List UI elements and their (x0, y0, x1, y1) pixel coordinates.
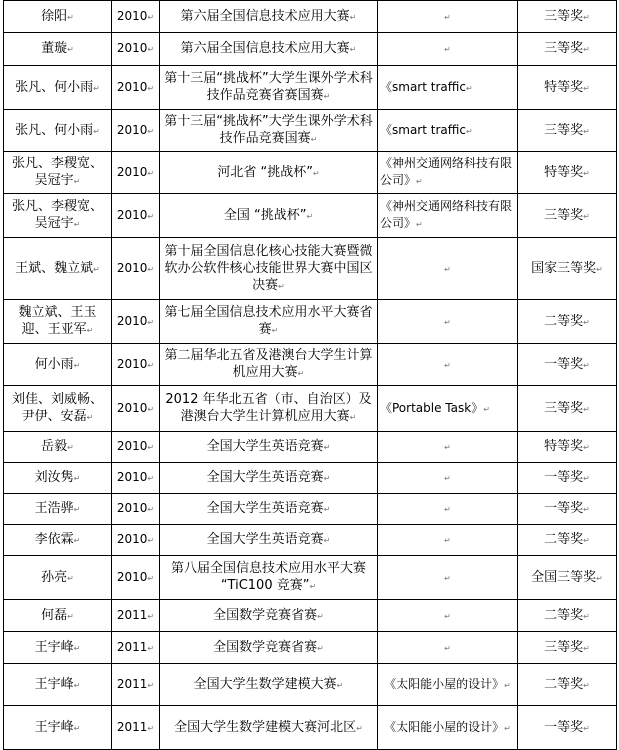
table-row (4, 33, 617, 66)
competition-cell-text: 第六届全国信息技术应用大赛 (180, 41, 350, 56)
table-row (4, 194, 617, 238)
paragraph-mark-icon: ↵ (93, 126, 100, 136)
paragraph-mark-icon: ↵ (147, 611, 155, 621)
paragraph-mark-icon: ↵ (278, 281, 285, 291)
competition-cell-text: 全国数学竞赛省赛 (213, 607, 318, 623)
paragraph-mark-icon: ↵ (583, 536, 590, 545)
year-cell-text: 2010 (116, 8, 148, 23)
year-cell-text: 2010 (116, 164, 148, 179)
paragraph-mark-icon: ↵ (349, 12, 357, 22)
name-cell-text: 王宇峰 (34, 719, 74, 735)
year-cell-text: 2010 (116, 569, 148, 584)
paragraph-mark-icon: ↵ (147, 83, 155, 93)
paragraph-mark-icon: ↵ (147, 536, 155, 545)
paragraph-mark-icon: ↵ (444, 536, 451, 545)
name-cell-text: 魏立斌、王玉迎、王亚军 (18, 305, 97, 337)
name-cell-text: 张凡、何小雨 (15, 122, 94, 138)
paragraph-mark-icon: ↵ (323, 443, 331, 452)
paragraph-mark-icon: ↵ (147, 168, 155, 178)
award-cell (518, 152, 617, 194)
table-row (4, 556, 617, 600)
name-cell (4, 344, 112, 386)
competition-cell (160, 1, 378, 33)
work-cell (378, 66, 518, 110)
work-cell (378, 664, 518, 706)
name-cell-text: 王斌、魏立斌 (15, 260, 94, 276)
paragraph-mark-icon: ↵ (309, 582, 317, 591)
year-cell-text: 2010 (116, 207, 148, 222)
year-cell-text: 2010 (116, 439, 148, 453)
award-cell-text: 二等奖 (544, 532, 584, 547)
competition-cell-text: 全国大学生英语竞赛 (206, 439, 324, 454)
competition-cell (160, 600, 378, 632)
paragraph-mark-icon: ↵ (444, 360, 451, 370)
work-cell-text: 《太阳能小屋的设计》 (384, 676, 505, 691)
paragraph-mark-icon: ↵ (73, 177, 81, 186)
work-cell (378, 494, 518, 525)
competition-cell (160, 494, 378, 525)
table-row (4, 238, 617, 300)
paragraph-mark-icon: ↵ (86, 413, 94, 422)
paragraph-mark-icon: ↵ (73, 536, 81, 545)
year-cell (112, 194, 160, 238)
competition-cell (160, 66, 378, 110)
paragraph-mark-icon: ↵ (444, 573, 451, 583)
competition-cell-text: 全国 “挑战杯” (223, 207, 307, 223)
award-cell-text: 三等奖 (544, 207, 584, 223)
paragraph-mark-icon: ↵ (317, 643, 324, 653)
paragraph-mark-icon: ↵ (444, 611, 451, 621)
paragraph-mark-icon: ↵ (93, 83, 100, 93)
paragraph-mark-icon: ↵ (483, 404, 490, 414)
name-cell (4, 238, 112, 300)
paragraph-mark-icon: ↵ (583, 126, 590, 136)
paragraph-mark-icon: ↵ (596, 573, 603, 583)
year-cell (112, 66, 160, 110)
year-cell-text: 2010 (116, 260, 148, 275)
competition-cell-text: 第八届全国信息技术应用水平大赛 “TiC100 竞赛” (170, 561, 366, 593)
table-row (4, 664, 617, 706)
name-cell-text: 王浩骅 (34, 501, 74, 516)
paragraph-mark-icon: ↵ (310, 135, 318, 144)
paragraph-mark-icon: ↵ (583, 317, 590, 327)
paragraph-mark-icon: ↵ (416, 220, 423, 229)
year-cell (112, 110, 160, 152)
work-cell (378, 463, 518, 494)
table-row (4, 152, 617, 194)
paragraph-mark-icon: ↵ (583, 443, 590, 452)
award-cell-text: 特等奖 (544, 79, 584, 95)
year-cell (112, 386, 160, 432)
paragraph-mark-icon: ↵ (583, 83, 590, 93)
paragraph-mark-icon: ↵ (147, 573, 155, 583)
year-cell (112, 632, 160, 664)
award-cell-text: 特等奖 (544, 164, 584, 180)
paragraph-mark-icon: ↵ (349, 413, 357, 422)
award-cell-text: 三等奖 (544, 122, 584, 138)
paragraph-mark-icon: ↵ (147, 474, 155, 483)
work-cell (378, 238, 518, 300)
year-cell-text: 2011 (116, 676, 148, 691)
name-cell (4, 110, 112, 152)
work-cell (378, 300, 518, 344)
table-row (4, 632, 617, 664)
paragraph-mark-icon: ↵ (67, 443, 74, 452)
paragraph-mark-icon: ↵ (73, 723, 81, 733)
paragraph-mark-icon: ↵ (583, 12, 590, 22)
paragraph-mark-icon: ↵ (147, 443, 155, 452)
award-cell-text: 国家三等奖 (531, 260, 597, 276)
year-cell-text: 2010 (116, 532, 148, 546)
competition-cell (160, 33, 378, 66)
award-cell (518, 432, 617, 463)
table-row (4, 1, 617, 33)
competition-cell-text: 第十三届“挑战杯”大学生课外学术科技作品竞赛省赛国赛 (164, 71, 373, 103)
paragraph-mark-icon: ↵ (147, 505, 155, 514)
paragraph-mark-icon: ↵ (323, 505, 331, 514)
year-cell-text: 2010 (116, 122, 148, 137)
name-cell (4, 463, 112, 494)
paragraph-mark-icon: ↵ (583, 680, 590, 690)
paragraph-mark-icon: ↵ (583, 611, 590, 621)
competition-cell-text: 全国大学生英语竞赛 (206, 501, 324, 516)
paragraph-mark-icon: ↵ (271, 326, 279, 335)
paragraph-mark-icon: ↵ (67, 45, 74, 54)
award-cell (518, 344, 617, 386)
paragraph-mark-icon: ↵ (416, 177, 423, 186)
award-cell (518, 386, 617, 432)
year-cell (112, 706, 160, 750)
award-cell (518, 632, 617, 664)
paragraph-mark-icon: ↵ (147, 12, 155, 22)
paragraph-mark-icon: ↵ (147, 680, 155, 690)
table-row (4, 494, 617, 525)
work-cell (378, 600, 518, 632)
paragraph-mark-icon: ↵ (73, 474, 81, 483)
competition-cell (160, 194, 378, 238)
name-cell-text: 刘汝隽 (34, 470, 74, 485)
award-cell (518, 33, 617, 66)
year-cell (112, 664, 160, 706)
name-cell-text: 何磊 (41, 607, 68, 623)
competition-cell (160, 110, 378, 152)
award-cell (518, 110, 617, 152)
paragraph-mark-icon: ↵ (73, 360, 81, 370)
name-cell (4, 66, 112, 110)
year-cell (112, 300, 160, 344)
work-cell-text: 《神州交通网络科技有限公司》 (380, 199, 513, 230)
name-cell (4, 600, 112, 632)
table-row (4, 432, 617, 463)
paragraph-mark-icon: ↵ (297, 369, 305, 378)
paragraph-mark-icon: ↵ (147, 264, 155, 274)
award-cell (518, 66, 617, 110)
paragraph-mark-icon: ↵ (306, 211, 314, 221)
year-cell (112, 344, 160, 386)
paragraph-mark-icon: ↵ (73, 643, 81, 653)
table-row (4, 66, 617, 110)
paragraph-mark-icon: ↵ (147, 211, 155, 221)
work-cell (378, 706, 518, 750)
table-row (4, 344, 617, 386)
award-cell-text: 三等奖 (544, 8, 584, 24)
award-cell-text: 特等奖 (544, 439, 584, 454)
competition-cell-text: 第二届华北五省及港澳台大学生计算机应用大赛 (164, 348, 373, 380)
competition-cell-text: 全国大学生英语竞赛 (206, 532, 324, 547)
award-cell-text: 二等奖 (544, 676, 584, 692)
competition-cell-text: 全国数学竞赛省赛 (213, 639, 318, 655)
paragraph-mark-icon: ↵ (583, 643, 590, 653)
paragraph-mark-icon: ↵ (73, 220, 81, 229)
paragraph-mark-icon: ↵ (444, 443, 451, 452)
award-cell-text: 一等奖 (544, 470, 584, 485)
award-cell (518, 664, 617, 706)
competition-cell (160, 706, 378, 750)
award-cell-text: 三等奖 (544, 639, 584, 655)
name-cell-text: 张凡、何小雨 (15, 79, 94, 95)
work-cell (378, 110, 518, 152)
paragraph-mark-icon: ↵ (583, 168, 590, 178)
paragraph-mark-icon: ↵ (73, 680, 81, 690)
paragraph-mark-icon: ↵ (67, 611, 74, 621)
name-cell-text: 张凡、李稷宽、吴冠宇 (11, 199, 103, 231)
year-cell (112, 494, 160, 525)
paragraph-mark-icon: ↵ (312, 168, 320, 178)
year-cell-text: 2010 (116, 356, 148, 371)
paragraph-mark-icon: ↵ (444, 317, 451, 327)
competition-cell-text: 第十三届“挑战杯”大学生课外学术科技作品竞赛国赛 (164, 114, 373, 146)
award-cell (518, 706, 617, 750)
paragraph-mark-icon: ↵ (583, 723, 590, 733)
paragraph-mark-icon: ↵ (444, 45, 451, 54)
work-cell-text: 《smart traffic (380, 122, 466, 137)
awards-table (3, 0, 617, 750)
paragraph-mark-icon: ↵ (317, 611, 324, 621)
competition-cell-text: 第七届全国信息技术应用水平大赛省赛 (164, 305, 373, 337)
competition-cell-text: 2012 年华北五省（市、自治区）及港澳台大学生计算机应用大赛 (165, 392, 372, 424)
competition-cell-text: 全国大学生数学建模大赛河北区 (174, 719, 357, 735)
year-cell (112, 152, 160, 194)
name-cell-text: 孙亮 (41, 569, 68, 585)
name-cell (4, 386, 112, 432)
paragraph-mark-icon: ↵ (67, 573, 74, 583)
year-cell-text: 2010 (116, 79, 148, 94)
competition-cell-text: 全国大学生英语竞赛 (206, 470, 324, 485)
name-cell (4, 556, 112, 600)
name-cell-text: 何小雨 (34, 356, 74, 372)
award-cell (518, 463, 617, 494)
year-cell (112, 432, 160, 463)
work-cell-text: 《smart traffic (380, 79, 466, 94)
competition-cell (160, 238, 378, 300)
award-cell-text: 全国三等奖 (531, 569, 597, 585)
paragraph-mark-icon: ↵ (504, 723, 511, 733)
competition-cell (160, 463, 378, 494)
paragraph-mark-icon: ↵ (444, 12, 451, 22)
paragraph-mark-icon: ↵ (147, 643, 155, 653)
work-cell (378, 152, 518, 194)
paragraph-mark-icon: ↵ (349, 45, 357, 54)
year-cell (112, 556, 160, 600)
work-cell (378, 432, 518, 463)
work-cell (378, 1, 518, 33)
paragraph-mark-icon: ↵ (583, 211, 590, 221)
table-row (4, 463, 617, 494)
paragraph-mark-icon: ↵ (583, 404, 590, 414)
paragraph-mark-icon: ↵ (147, 723, 155, 733)
name-cell-text: 刘佳、刘威畅、尹伊、安磊 (11, 392, 103, 424)
name-cell (4, 33, 112, 66)
award-cell (518, 194, 617, 238)
name-cell-text: 张凡、李稷宽、吴冠宇 (11, 156, 103, 188)
name-cell-text: 岳毅 (41, 439, 68, 454)
name-cell (4, 525, 112, 556)
paragraph-mark-icon: ↵ (444, 264, 451, 274)
paragraph-mark-icon: ↵ (444, 474, 451, 483)
paragraph-mark-icon: ↵ (147, 360, 155, 370)
work-cell (378, 525, 518, 556)
competition-cell (160, 432, 378, 463)
paragraph-mark-icon: ↵ (147, 317, 155, 327)
competition-cell (160, 152, 378, 194)
name-cell-text: 王宇峰 (34, 676, 74, 692)
paragraph-mark-icon: ↵ (504, 680, 511, 690)
name-cell (4, 494, 112, 525)
work-cell (378, 33, 518, 66)
award-cell (518, 238, 617, 300)
competition-cell (160, 344, 378, 386)
award-cell-text: 一等奖 (544, 501, 584, 516)
competition-cell (160, 664, 378, 706)
paragraph-mark-icon: ↵ (465, 126, 473, 136)
paragraph-mark-icon: ↵ (583, 45, 590, 54)
name-cell-text: 李依霖 (34, 532, 74, 547)
year-cell (112, 33, 160, 66)
work-cell-text: 《神州交通网络科技有限公司》 (380, 156, 513, 187)
work-cell (378, 632, 518, 664)
year-cell (112, 600, 160, 632)
name-cell (4, 152, 112, 194)
paragraph-mark-icon: ↵ (583, 474, 590, 483)
work-cell (378, 386, 518, 432)
competition-cell (160, 300, 378, 344)
paragraph-mark-icon: ↵ (444, 505, 451, 514)
paragraph-mark-icon: ↵ (73, 505, 81, 514)
work-cell (378, 344, 518, 386)
table-row (4, 300, 617, 344)
year-cell (112, 238, 160, 300)
name-cell (4, 432, 112, 463)
paragraph-mark-icon: ↵ (147, 126, 155, 136)
award-cell (518, 600, 617, 632)
name-cell (4, 632, 112, 664)
awards-table-body (4, 1, 617, 750)
award-cell (518, 494, 617, 525)
paragraph-mark-icon: ↵ (147, 404, 155, 414)
table-row (4, 600, 617, 632)
work-cell (378, 194, 518, 238)
name-cell (4, 300, 112, 344)
competition-cell-text: 第十届全国信息化核心技能大赛暨微软办公软件核心技能世界大赛中国区决赛 (164, 243, 373, 293)
paragraph-mark-icon: ↵ (323, 474, 331, 483)
competition-cell-text: 全国大学生数学建模大赛 (193, 676, 337, 692)
award-cell (518, 1, 617, 33)
paragraph-mark-icon: ↵ (583, 360, 590, 370)
award-cell (518, 300, 617, 344)
name-cell-text: 王宇峰 (34, 639, 74, 655)
competition-cell-text: 河北省 “挑战杯” (217, 164, 313, 180)
table-row (4, 110, 617, 152)
year-cell-text: 2010 (116, 313, 148, 328)
award-cell (518, 556, 617, 600)
year-cell-text: 2011 (116, 639, 148, 654)
award-cell-text: 三等奖 (544, 400, 584, 416)
paragraph-mark-icon: ↵ (67, 12, 74, 22)
table-row (4, 386, 617, 432)
paragraph-mark-icon: ↵ (93, 264, 100, 274)
paragraph-mark-icon: ↵ (323, 536, 331, 545)
name-cell (4, 664, 112, 706)
competition-cell (160, 386, 378, 432)
name-cell-text: 董璇 (41, 41, 68, 56)
competition-cell (160, 632, 378, 664)
work-cell-text: 《太阳能小屋的设计》 (384, 719, 505, 734)
award-cell (518, 525, 617, 556)
table-row (4, 706, 617, 750)
year-cell (112, 1, 160, 33)
year-cell-text: 2010 (116, 501, 148, 515)
work-cell-text: 《Portable Task》 (380, 400, 484, 415)
paragraph-mark-icon: ↵ (583, 505, 590, 514)
name-cell (4, 706, 112, 750)
award-cell-text: 一等奖 (544, 719, 584, 735)
paragraph-mark-icon: ↵ (336, 680, 344, 690)
paragraph-mark-icon: ↵ (356, 723, 363, 733)
paragraph-mark-icon: ↵ (147, 45, 155, 54)
year-cell-text: 2010 (116, 41, 148, 55)
paragraph-mark-icon: ↵ (323, 92, 331, 101)
name-cell (4, 194, 112, 238)
competition-cell-text: 第六届全国信息技术应用大赛 (180, 8, 350, 24)
paragraph-mark-icon: ↵ (465, 83, 473, 93)
name-cell-text: 徐阳 (41, 8, 68, 24)
year-cell-text: 2011 (116, 719, 148, 734)
paragraph-mark-icon: ↵ (86, 326, 94, 335)
award-cell-text: 一等奖 (544, 356, 584, 372)
year-cell (112, 525, 160, 556)
competition-cell (160, 525, 378, 556)
paragraph-mark-icon: ↵ (444, 643, 451, 653)
award-cell-text: 二等奖 (544, 607, 584, 623)
year-cell-text: 2010 (116, 400, 148, 415)
award-cell-text: 二等奖 (544, 313, 584, 329)
table-row (4, 525, 617, 556)
year-cell-text: 2011 (116, 607, 148, 622)
name-cell (4, 1, 112, 33)
competition-cell (160, 556, 378, 600)
award-cell-text: 三等奖 (544, 41, 584, 56)
paragraph-mark-icon: ↵ (596, 264, 603, 274)
work-cell (378, 556, 518, 600)
year-cell (112, 463, 160, 494)
year-cell-text: 2010 (116, 470, 148, 484)
